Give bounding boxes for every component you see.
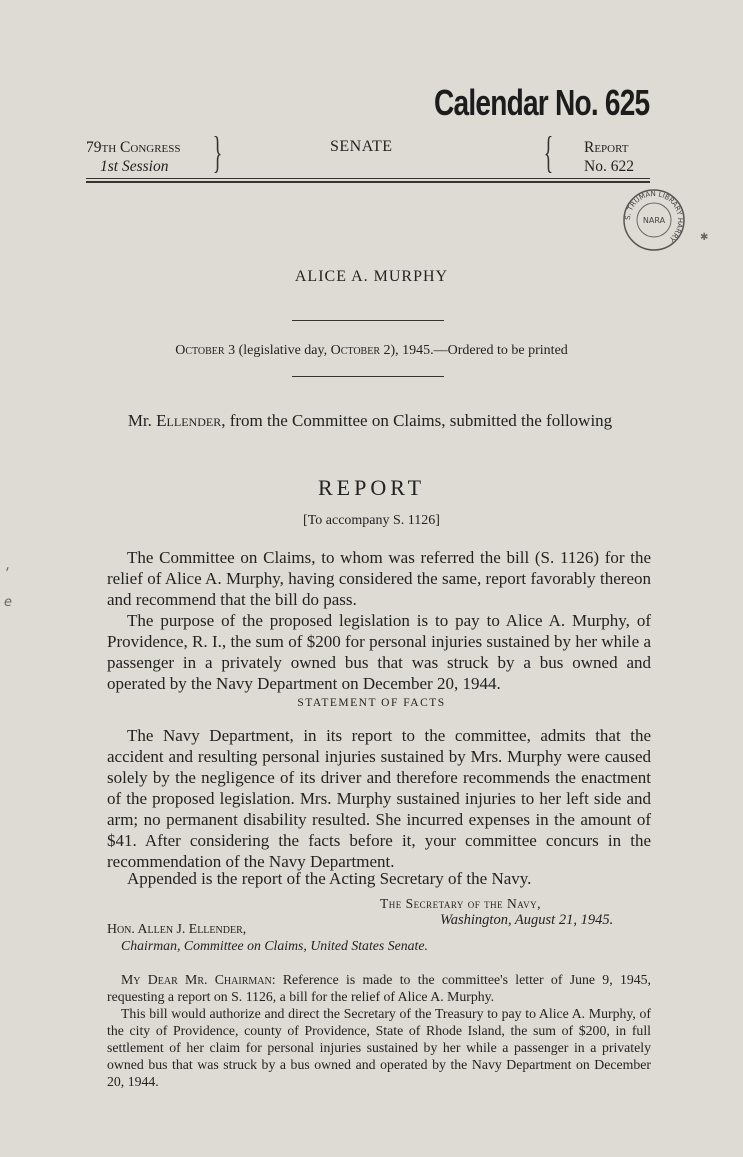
- paragraph-text: Appended is the report of the Acting Secretary of the Navy.: [127, 869, 532, 888]
- dateline-part-1: 3 (legislative day,: [224, 343, 331, 358]
- stamp-ring-text: S. TRUMAN LIBRARY HARRY: [623, 189, 685, 244]
- paragraph-text: The Committee on Claims, to whom was referred the bill (S. 1126) for the relief of Alice A. Murphy, having considered the same, report favorably thereon and recommend that the bill do pass.: [107, 548, 651, 609]
- paragraph-purpose: [107, 610, 651, 694]
- paragraph-text: The Navy Department, in its report to the committee, admits that the accident and resulting personal injuries sustained by Mrs. Murphy were caused solely by the negligence of its driver and therefore recommends the enactment of the proposed legislation. Mrs. Murphy sustained injuries to her left side and arm; no permanent disability resulted. She incurred expenses in the amount of $41. After considering the facts before it, your committee concurs in the recommendation of the Navy Department.: [107, 726, 651, 871]
- header-rule-thick: [86, 181, 650, 183]
- facts-heading: STATEMENT OF FACTS: [297, 697, 446, 709]
- addressee-name: Hon. Allen J. Ellender,: [107, 921, 247, 936]
- stamp-center-text: NARA: [642, 216, 666, 225]
- report-label: Report: [584, 139, 629, 156]
- dateline-rule: [292, 376, 444, 377]
- paragraph-text: The purpose of the proposed legislation is to pay to Alice A. Murphy, of Providence, R. I., the sum of $200 for personal injuries sustained by her while a passenger in a privately owned bus that was struck by a bus owned and operated by the Navy Department on December 20, 1944.: [107, 611, 651, 693]
- letter-addressee: [107, 920, 651, 954]
- dateline-part-2: 2), 1945.—Ordered to be printed: [380, 343, 568, 358]
- letter-paragraph-2: [107, 1005, 651, 1090]
- right-brace: {: [543, 128, 554, 177]
- report-number: No. 622: [584, 158, 634, 175]
- letter-text: [107, 971, 651, 1005]
- margin-pencil-mark: ': [1, 564, 11, 582]
- paragraph-referral: [107, 547, 651, 610]
- dateline: [0, 343, 743, 359]
- congress-session: [86, 138, 181, 176]
- report-number-block: [584, 138, 634, 176]
- ink-mark: ✱: [700, 232, 709, 243]
- paragraph-appended: [107, 868, 651, 889]
- paragraph-facts: [107, 725, 651, 872]
- sender-office: The Secretary of the Navy,: [380, 896, 541, 911]
- report-heading: REPORT: [317, 475, 426, 500]
- accompany-note: [To accompany S. 1126]: [303, 513, 440, 528]
- letter-paragraph-1: [107, 971, 651, 1005]
- calendar-number: Calendar No. 625: [434, 82, 650, 123]
- sender-place-date: Washington, August 21, 1945.: [440, 912, 614, 928]
- intro-prefix: Mr.: [127, 411, 157, 430]
- dateline-month-2: October: [330, 343, 380, 358]
- senator-name: Ellender: [156, 411, 222, 430]
- left-brace: }: [212, 128, 223, 177]
- chamber-label: SENATE: [330, 138, 393, 155]
- letter-text: This bill would authorize and direct the Secretary of the Treasury to pay to Alice A. Murphy, of the city of Providence, county of Providence, State of Rhode Island, the sum of $200, in full settlement of her claim for personal injuries sustained by her while a passenger in a privately owned bus that was struck by a bus owned and operated by the Navy Department on December 20, 1944.: [107, 1006, 651, 1089]
- document-title: ALICE A. MURPHY: [294, 268, 449, 285]
- dateline-month-1: October: [175, 343, 225, 358]
- title-rule: [292, 320, 444, 321]
- margin-pencil-mark: e: [4, 595, 12, 610]
- session-label: 1st Session: [100, 158, 169, 175]
- congress-label: 79th Congress: [86, 139, 181, 156]
- intro-rest: , from the Committee on Claims, submitted the following: [221, 411, 613, 430]
- letter-body: Reference is made to the committee's letter of June 9, 1945, requesting a report on S. 1126, a bill for the relief of Alice A. Murphy.: [107, 972, 651, 1004]
- submission-statement: [90, 410, 650, 431]
- truman-library-stamp: [622, 188, 686, 252]
- addressee-title: Chairman, Committee on Claims, United States Senate.: [121, 938, 428, 953]
- salutation: My Dear Mr. Chairman:: [121, 972, 276, 987]
- header-rule-thin: [86, 178, 650, 179]
